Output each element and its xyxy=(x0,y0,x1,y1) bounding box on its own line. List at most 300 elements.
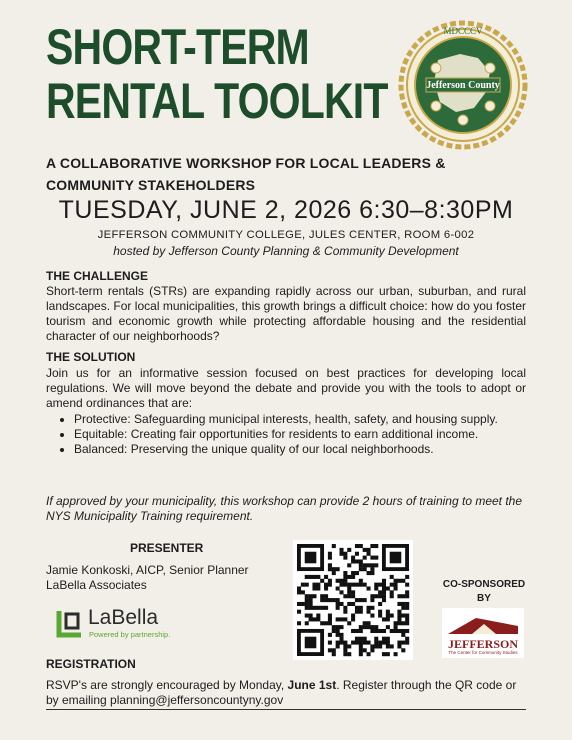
event-host: hosted by Jefferson County Planning & Community Development xyxy=(113,244,459,258)
challenge-heading: THE CHALLENGE xyxy=(46,269,148,283)
qr-module xyxy=(328,552,332,556)
jefferson-logo-tagline: The Center for Community Studies xyxy=(448,650,518,655)
qr-module xyxy=(370,571,374,575)
registration-deadline: June 1st xyxy=(287,678,337,692)
qr-module xyxy=(382,598,386,602)
qr-module xyxy=(347,621,351,625)
qr-module xyxy=(332,625,336,629)
qr-module xyxy=(405,621,409,625)
qr-module xyxy=(382,617,386,621)
qr-module xyxy=(359,644,363,648)
qr-module xyxy=(363,637,367,641)
qr-module xyxy=(359,544,363,548)
qr-module xyxy=(351,629,355,633)
presenter-name: Jamie Konkoski, AICP, Senior Planner xyxy=(46,563,249,577)
qr-module xyxy=(347,548,351,552)
qr-module xyxy=(378,610,382,614)
qr-module xyxy=(309,594,313,598)
qr-module xyxy=(397,617,401,621)
solution-body: Join us for an informative session focused on best practices for developing local regulations. We will move beyond the debate and provide you with the tools to adopt or amend ordinances that are: xyxy=(46,366,526,410)
qr-module xyxy=(359,567,363,571)
qr-module xyxy=(324,583,328,587)
list-item: • Protective: Safeguarding municipal interests, health, safety, and housing supply. xyxy=(74,412,554,427)
qr-module xyxy=(347,590,351,594)
qr-module xyxy=(367,563,371,567)
qr-module xyxy=(374,556,378,560)
cosponsor-heading xyxy=(436,578,532,606)
qr-module xyxy=(347,563,351,567)
footer-divider xyxy=(46,709,526,710)
qr-module xyxy=(312,606,316,610)
qr-module xyxy=(343,606,347,610)
qr-module xyxy=(297,590,301,594)
qr-module xyxy=(351,590,355,594)
qr-module xyxy=(374,544,378,548)
qr-module xyxy=(370,556,374,560)
qr-module xyxy=(363,621,367,625)
qr-module xyxy=(320,579,324,583)
qr-module xyxy=(339,579,343,583)
subtitle-line1: A COLLABORATIVE WORKSHOP FOR LOCAL LEADERS & xyxy=(46,155,446,171)
qr-module xyxy=(305,606,309,610)
qr-module xyxy=(378,614,382,618)
qr-module xyxy=(332,567,336,571)
registration-text-before: RSVP's are strongly encouraged by Monday, xyxy=(46,678,288,692)
qr-module xyxy=(370,544,374,548)
subtitle-line2: COMMUNITY STAKEHOLDERS xyxy=(46,177,256,193)
qr-module xyxy=(363,648,367,652)
qr-module xyxy=(359,641,363,645)
qr-module xyxy=(374,625,378,629)
qr-module xyxy=(347,586,351,590)
qr-module xyxy=(378,629,382,633)
qr-module xyxy=(336,641,340,645)
qr-module xyxy=(374,563,378,567)
qr-module xyxy=(297,602,301,606)
qr-module xyxy=(374,594,378,598)
qr-module xyxy=(343,610,347,614)
labella-logo-name: LaBella xyxy=(88,606,159,629)
qr-module xyxy=(339,617,343,621)
event-venue: JEFFERSON COMMUNITY COLLEGE, JULES CENTER, ROOM 6-002 xyxy=(97,229,475,241)
qr-module xyxy=(343,594,347,598)
qr-module xyxy=(343,556,347,560)
qr-module xyxy=(382,637,386,641)
qr-module xyxy=(397,629,401,633)
qr-module xyxy=(405,575,409,579)
qr-module xyxy=(367,652,371,656)
qr-module xyxy=(390,590,394,594)
qr-module xyxy=(394,586,398,590)
qr-module xyxy=(316,606,320,610)
qr-module xyxy=(367,586,371,590)
qr-module xyxy=(316,586,320,590)
qr-module xyxy=(401,614,405,618)
qr-module xyxy=(359,559,363,563)
qr-module xyxy=(339,633,343,637)
qr-module xyxy=(382,586,386,590)
qr-module xyxy=(339,552,343,556)
qr-module xyxy=(332,544,336,548)
qr-module xyxy=(336,606,340,610)
qr-module xyxy=(336,602,340,606)
qr-module xyxy=(339,548,343,552)
qr-module xyxy=(328,633,332,637)
qr-module xyxy=(367,610,371,614)
qr-module xyxy=(297,586,301,590)
qr-module xyxy=(328,583,332,587)
qr-module xyxy=(359,579,363,583)
qr-module xyxy=(382,590,386,594)
qr-module xyxy=(332,648,336,652)
qr-module xyxy=(305,575,309,579)
qr-module xyxy=(347,602,351,606)
qr-module xyxy=(328,567,332,571)
qr-module xyxy=(336,586,340,590)
qr-module xyxy=(405,629,409,633)
qr-module xyxy=(305,598,309,602)
qr-module xyxy=(351,594,355,598)
qr-module xyxy=(351,583,355,587)
qr-module xyxy=(336,567,340,571)
qr-module xyxy=(343,617,347,621)
list-item: • Balanced: Preserving the unique quality of our local neighborhoods. xyxy=(74,442,554,457)
qr-module xyxy=(401,621,405,625)
qr-module xyxy=(382,583,386,587)
qr-module xyxy=(328,556,332,560)
qr-module xyxy=(405,590,409,594)
qr-module xyxy=(370,567,374,571)
qr-module xyxy=(316,575,320,579)
qr-module xyxy=(370,598,374,602)
qr-module xyxy=(405,583,409,587)
labella-logo xyxy=(56,606,216,644)
qr-module xyxy=(320,594,324,598)
qr-module xyxy=(343,571,347,575)
qr-module xyxy=(305,594,309,598)
qr-module xyxy=(347,583,351,587)
qr-module xyxy=(355,606,359,610)
registration-heading: REGISTRATION xyxy=(46,657,136,671)
qr-module xyxy=(320,606,324,610)
qr-module xyxy=(355,583,359,587)
seal-center-text: Jefferson County xyxy=(426,80,500,91)
qr-module xyxy=(305,621,309,625)
challenge-body: Short-term rentals (STRs) are expanding rapidly across our urban, suburban, and rural landscapes. For local municipalities, this growth brings a difficult choice: how do you foster tourism and economic growth while protecting affordable housing and the residential character of our neighborhoods? xyxy=(46,284,526,343)
qr-module xyxy=(367,641,371,645)
jefferson-center-logo xyxy=(442,608,524,658)
qr-module xyxy=(370,606,374,610)
qr-module xyxy=(397,594,401,598)
qr-module xyxy=(367,548,371,552)
qr-module xyxy=(359,598,363,602)
page-title-line1: SHORT-TERM xyxy=(46,19,309,75)
qr-module xyxy=(332,652,336,656)
qr-module xyxy=(328,617,332,621)
qr-module xyxy=(370,625,374,629)
qr-module xyxy=(305,602,309,606)
qr-module xyxy=(394,652,398,656)
qr-module xyxy=(339,583,343,587)
qr-module xyxy=(382,579,386,583)
qr-module xyxy=(382,641,386,645)
qr-module xyxy=(359,625,363,629)
qr-module xyxy=(370,629,374,633)
qr-module xyxy=(309,575,313,579)
qr-module xyxy=(339,625,343,629)
qr-module xyxy=(305,583,309,587)
qr-module xyxy=(405,617,409,621)
qr-module xyxy=(351,617,355,621)
qr-module xyxy=(363,625,367,629)
qr-module xyxy=(401,641,405,645)
qr-module xyxy=(343,583,347,587)
qr-module xyxy=(386,614,390,618)
page-title-line2: RENTAL TOOLKIT xyxy=(46,73,388,129)
list-item: • Equitable: Creating fair opportunities for residents to earn additional income. xyxy=(74,427,554,442)
qr-module xyxy=(401,594,405,598)
qr-module xyxy=(374,583,378,587)
event-datetime: TUESDAY, JUNE 2, 2026 6:30–8:30PM xyxy=(58,196,514,224)
qr-module xyxy=(359,648,363,652)
qr-module xyxy=(397,610,401,614)
qr-module xyxy=(343,579,347,583)
qr-module xyxy=(382,652,386,656)
qr-module xyxy=(328,598,332,602)
labella-logo-tagline: Powered by partnership. xyxy=(89,630,171,639)
qr-module xyxy=(378,590,382,594)
qr-module xyxy=(390,594,394,598)
qr-module xyxy=(401,633,405,637)
qr-module xyxy=(367,625,371,629)
qr-module xyxy=(363,563,367,567)
qr-module xyxy=(336,644,340,648)
qr-module xyxy=(339,590,343,594)
qr-module xyxy=(355,571,359,575)
qr-module xyxy=(397,602,401,606)
qr-module xyxy=(343,644,347,648)
qr-module xyxy=(378,583,382,587)
qr-module xyxy=(312,583,316,587)
qr-module xyxy=(305,614,309,618)
qr-module xyxy=(363,641,367,645)
qr-module xyxy=(401,648,405,652)
labella-mark-icon xyxy=(56,608,84,638)
jefferson-logo-name: JEFFERSON xyxy=(447,637,518,651)
qr-module xyxy=(316,583,320,587)
qr-module xyxy=(343,641,347,645)
qr-module xyxy=(390,575,394,579)
qr-module xyxy=(374,637,378,641)
qr-module xyxy=(351,571,355,575)
qr-module xyxy=(324,606,328,610)
qr-module xyxy=(401,629,405,633)
qr-module xyxy=(359,606,363,610)
solution-bullet-list xyxy=(46,412,554,457)
qr-module xyxy=(359,652,363,656)
qr-module xyxy=(301,583,305,587)
qr-module xyxy=(355,629,359,633)
qr-module xyxy=(397,644,401,648)
qr-module xyxy=(382,594,386,598)
qr-module xyxy=(324,575,328,579)
qr-module xyxy=(405,606,409,610)
qr-module xyxy=(301,602,305,606)
presenter-company: LaBella Associates xyxy=(46,578,147,592)
solution-heading: THE SOLUTION xyxy=(46,350,136,364)
qr-module xyxy=(343,575,347,579)
qr-module xyxy=(386,610,390,614)
qr-module xyxy=(320,598,324,602)
qr-module xyxy=(367,571,371,575)
qr-module xyxy=(351,575,355,579)
qr-module xyxy=(386,644,390,648)
qr-module xyxy=(370,614,374,618)
training-note: If approved by your municipality, this workshop can provide 2 hours of training to meet the NYS Municipality Training requirement. xyxy=(46,494,523,523)
qr-module xyxy=(363,598,367,602)
qr-module xyxy=(374,586,378,590)
county-seal-logo xyxy=(398,20,528,150)
qr-module xyxy=(351,559,355,563)
building-icon xyxy=(446,612,520,636)
qr-module xyxy=(382,629,386,633)
cosponsor-heading-line1: CO-SPONSORED xyxy=(442,579,526,590)
qr-module xyxy=(351,614,355,618)
qr-module xyxy=(405,602,409,606)
qr-module xyxy=(386,652,390,656)
qr-module xyxy=(320,621,324,625)
registration-text xyxy=(46,678,526,708)
qr-module xyxy=(332,629,336,633)
qr-module xyxy=(363,567,367,571)
qr-module xyxy=(401,602,405,606)
qr-module xyxy=(394,579,398,583)
qr-module xyxy=(336,579,340,583)
qr-module xyxy=(359,583,363,587)
qr-module xyxy=(370,563,374,567)
qr-module xyxy=(390,644,394,648)
qr-module xyxy=(324,621,328,625)
qr-module xyxy=(351,641,355,645)
qr-module xyxy=(309,606,313,610)
qr-module xyxy=(359,637,363,641)
qr-module xyxy=(343,652,347,656)
qr-module xyxy=(309,617,313,621)
qr-module xyxy=(305,552,317,564)
qr-module xyxy=(370,644,374,648)
qr-module xyxy=(359,563,363,567)
qr-module xyxy=(355,610,359,614)
qr-module xyxy=(332,598,336,602)
qr-module xyxy=(405,637,409,641)
qr-module xyxy=(397,641,401,645)
qr-module xyxy=(351,556,355,560)
qr-module xyxy=(394,583,398,587)
qr-module xyxy=(386,637,390,641)
qr-module xyxy=(309,598,313,602)
qr-module xyxy=(336,617,340,621)
qr-module xyxy=(397,579,401,583)
presenter-heading: PRESENTER xyxy=(130,541,204,555)
qr-module xyxy=(312,594,316,598)
qr-module xyxy=(378,602,382,606)
qr-module xyxy=(328,648,332,652)
qr-module xyxy=(378,641,382,645)
registration-qr-code[interactable] xyxy=(293,540,413,660)
qr-module xyxy=(316,614,320,618)
qr-module xyxy=(332,571,336,575)
qr-module xyxy=(336,633,340,637)
qr-module xyxy=(390,614,394,618)
qr-module xyxy=(378,644,382,648)
workshop-subtitle xyxy=(46,152,506,196)
qr-module xyxy=(405,641,409,645)
qr-module xyxy=(312,586,316,590)
qr-module xyxy=(312,575,316,579)
qr-module xyxy=(312,617,316,621)
qr-module xyxy=(297,621,301,625)
qr-module xyxy=(359,629,363,633)
qr-module xyxy=(390,583,394,587)
seal-top-text: MDCCCV xyxy=(443,26,483,36)
qr-module xyxy=(328,563,332,567)
qr-module xyxy=(367,606,371,610)
qr-module xyxy=(374,644,378,648)
qr-module xyxy=(316,617,320,621)
qr-module xyxy=(355,641,359,645)
qr-module xyxy=(328,641,332,645)
qr-module xyxy=(355,637,359,641)
qr-module xyxy=(343,552,347,556)
qr-module xyxy=(386,617,390,621)
qr-module xyxy=(363,548,367,552)
cosponsor-heading-line2: BY xyxy=(477,593,491,604)
qr-module xyxy=(309,602,313,606)
qr-module xyxy=(378,594,382,598)
qr-module xyxy=(405,594,409,598)
qr-module xyxy=(397,614,401,618)
qr-module xyxy=(401,606,405,610)
qr-module xyxy=(374,641,378,645)
qr-module xyxy=(328,621,332,625)
qr-module xyxy=(343,648,347,652)
qr-module xyxy=(363,556,367,560)
qr-module xyxy=(355,598,359,602)
qr-module xyxy=(394,629,398,633)
qr-module xyxy=(328,614,332,618)
qr-module xyxy=(339,602,343,606)
registration-text-after: . Register through the QR code or by emailing planning@jeffersoncountyny.gov xyxy=(46,678,517,707)
qr-module xyxy=(297,610,301,614)
qr-module xyxy=(401,579,405,583)
qr-module xyxy=(355,559,359,563)
qr-module xyxy=(339,637,343,641)
qr-module xyxy=(370,648,374,652)
qr-module xyxy=(363,583,367,587)
qr-module xyxy=(359,610,363,614)
qr-module xyxy=(336,629,340,633)
qr-module xyxy=(405,614,409,618)
qr-module xyxy=(355,552,359,556)
qr-module xyxy=(351,602,355,606)
qr-module xyxy=(355,544,359,548)
qr-module xyxy=(336,625,340,629)
qr-module xyxy=(386,625,390,629)
qr-module xyxy=(367,552,371,556)
qr-module xyxy=(390,552,402,564)
qr-module xyxy=(386,586,390,590)
qr-module xyxy=(305,637,317,649)
